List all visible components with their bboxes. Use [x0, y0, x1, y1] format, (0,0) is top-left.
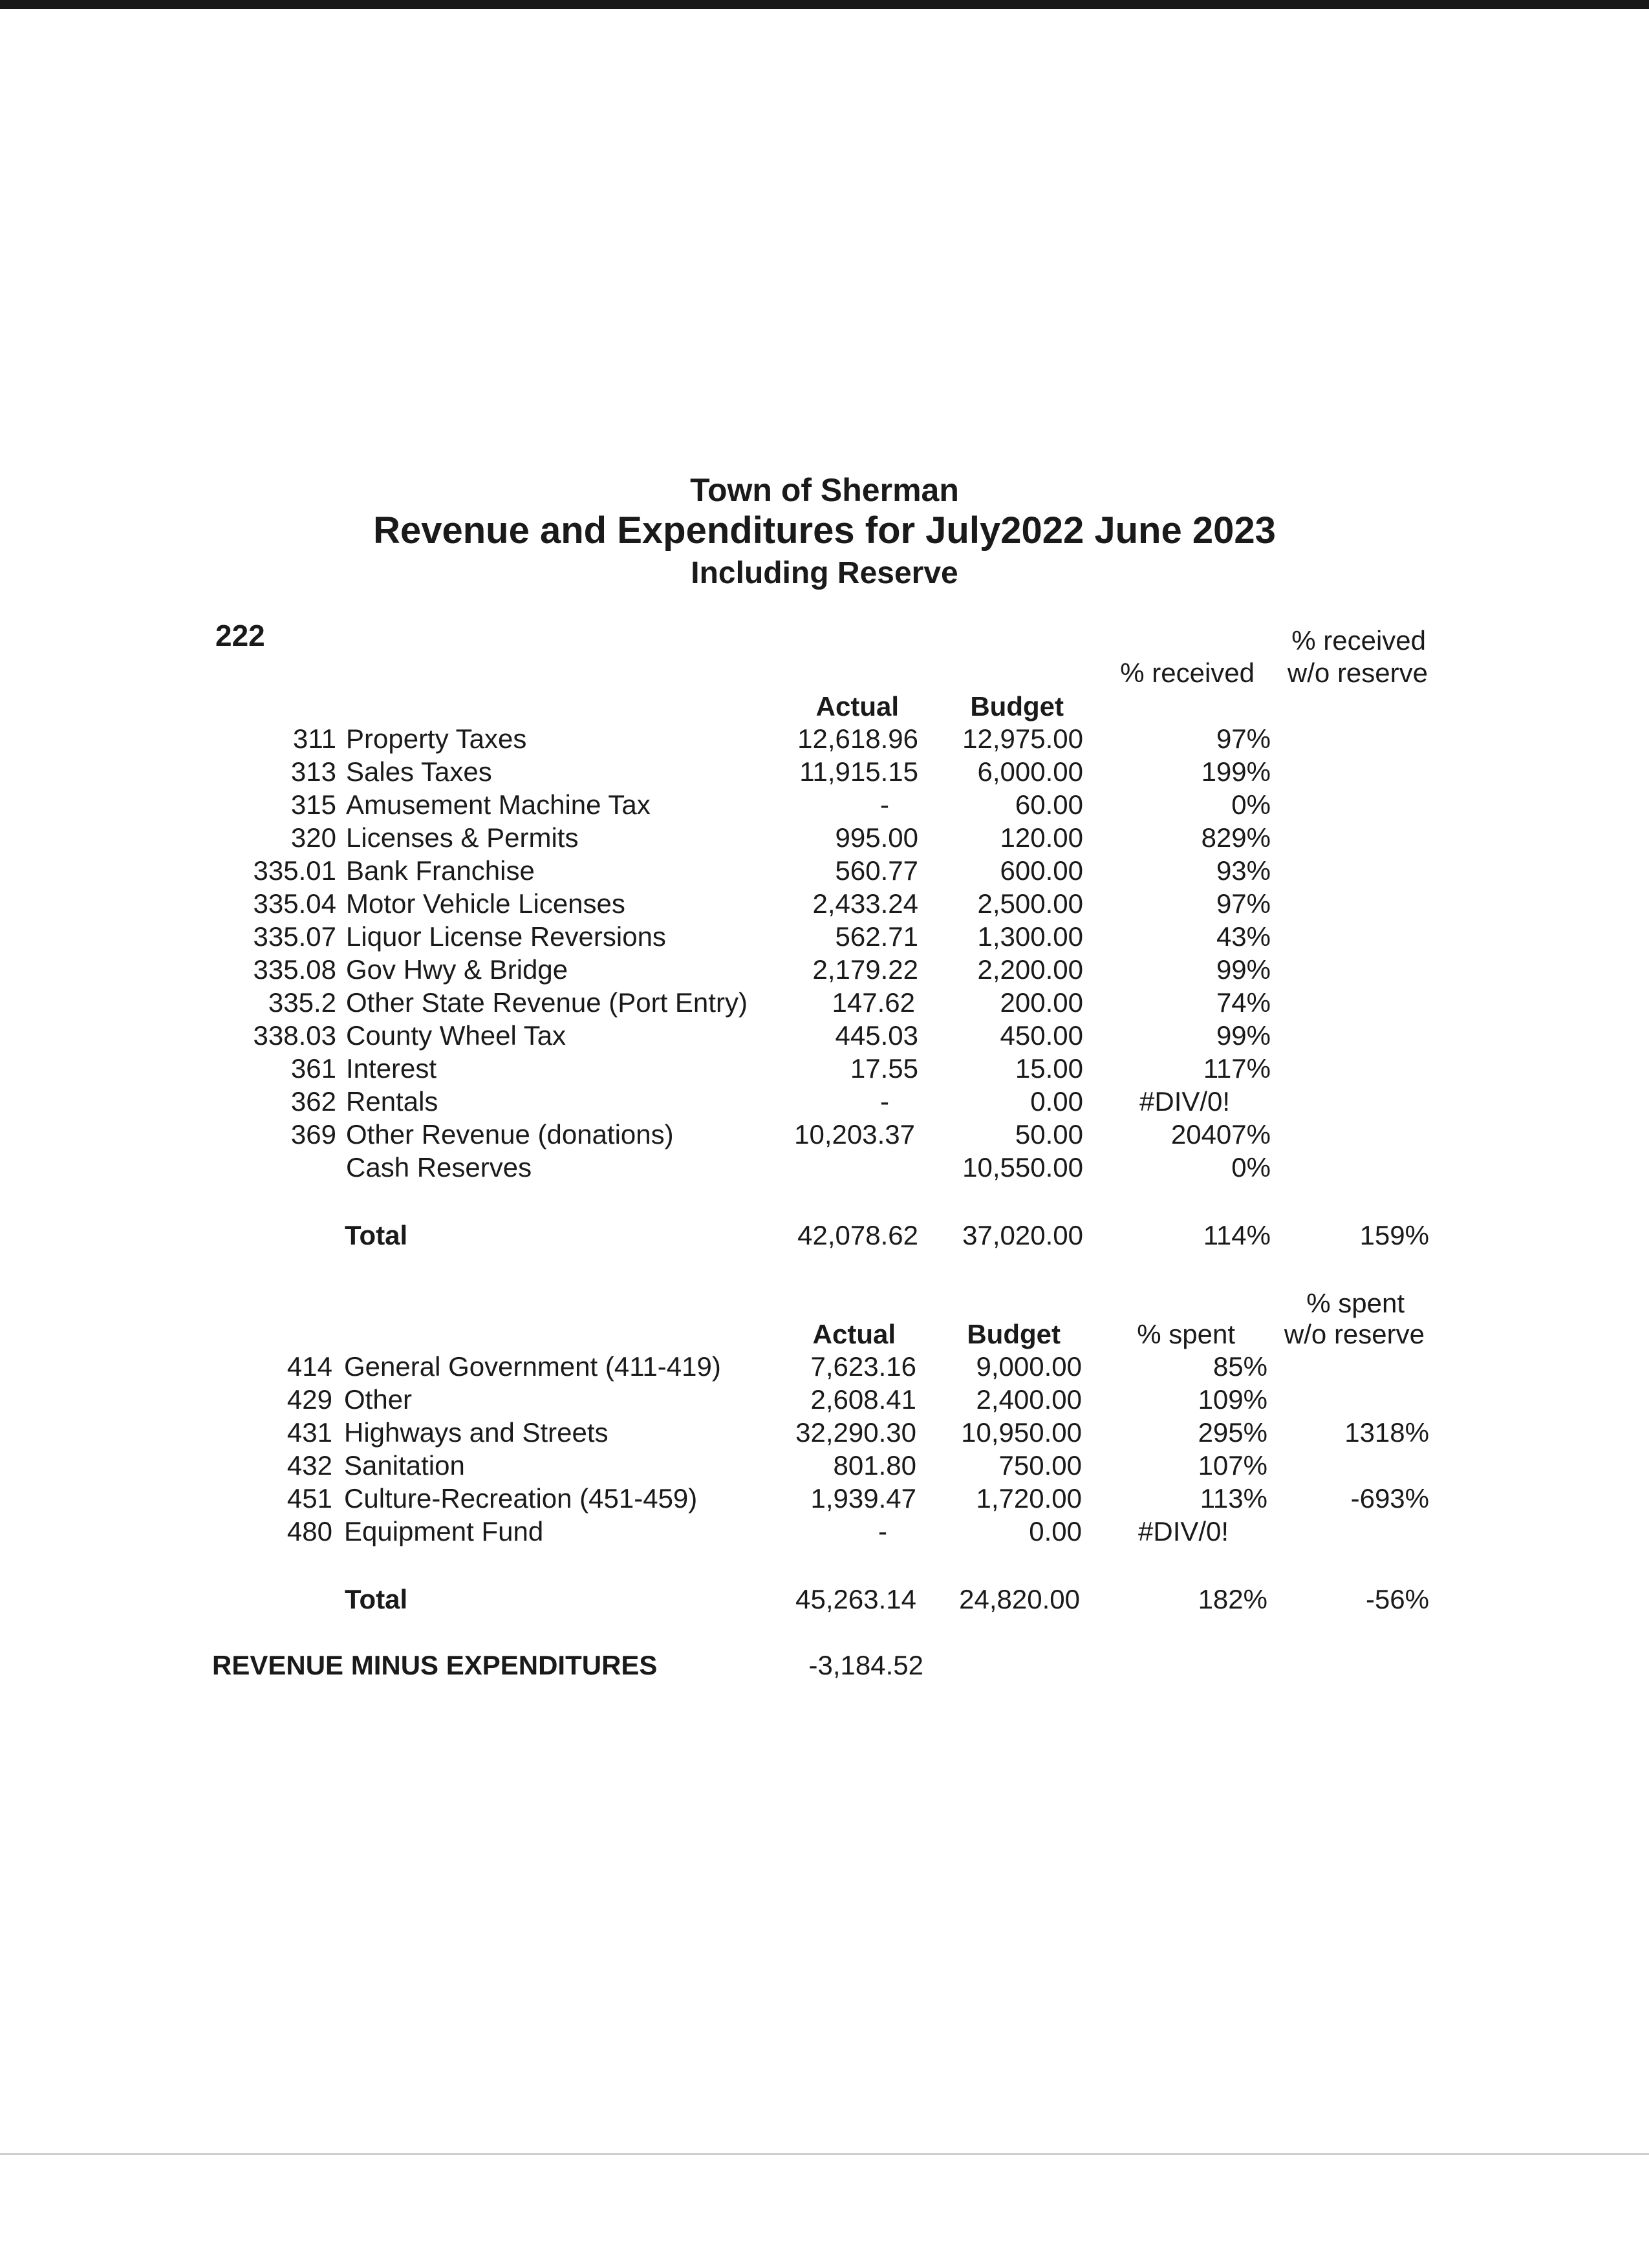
budget-value: 750.00	[998, 1450, 1082, 1481]
table-row	[0, 1055, 1649, 1089]
actual-value: 995.00	[835, 822, 918, 853]
actual-value: 1,939.47	[810, 1483, 916, 1514]
budget-value: 0.00	[1030, 1086, 1083, 1117]
total-pct-spent-wo-reserve-value: -56%	[1365, 1584, 1429, 1614]
table-row	[0, 1452, 1649, 1486]
table-row	[0, 1419, 1649, 1453]
pct-spent-wo-reserve-value: -693%	[1350, 1483, 1429, 1514]
report-subtitle: Including Reserve	[691, 556, 958, 590]
actual-value: 562.71	[835, 921, 918, 952]
pct-spent-value: 85%	[1212, 1351, 1267, 1382]
account-code: 315	[290, 789, 336, 820]
pct-spent-wo-reserve-header-line2: w/o reserve	[1284, 1319, 1425, 1349]
actual-value: 10,203.37	[794, 1119, 915, 1150]
expenditure-total-row	[0, 1586, 1649, 1620]
account-label: Liquor License Reversions	[346, 921, 666, 952]
account-code: 361	[290, 1053, 336, 1084]
pct-received-value: 829%	[1201, 822, 1271, 853]
actual-value: 2,433.24	[812, 888, 918, 919]
actual-value: 2,608.41	[810, 1384, 916, 1415]
account-code: 432	[286, 1450, 332, 1481]
actual-value: -	[878, 1516, 887, 1546]
pct-received-value: 97%	[1216, 888, 1271, 919]
account-label: Equipment Fund	[344, 1516, 544, 1546]
pct-received-value: 97%	[1216, 723, 1271, 754]
account-label: Bank Franchise	[346, 855, 535, 886]
actual-value: 801.80	[833, 1450, 916, 1481]
pct-received-value: 99%	[1216, 954, 1271, 985]
total-actual-value: 45,263.14	[795, 1584, 916, 1614]
pct-spent-value: 109%	[1198, 1384, 1267, 1415]
table-row	[0, 725, 1649, 759]
account-label: Other State Revenue (Port Entry)	[346, 987, 748, 1018]
reference-number: 222	[215, 619, 265, 652]
budget-value: 10,550.00	[962, 1152, 1083, 1182]
table-row	[0, 1154, 1649, 1188]
actual-value: -	[880, 789, 889, 820]
pct-spent-value: #DIV/0!	[1138, 1516, 1229, 1546]
total-actual-value: 42,078.62	[797, 1220, 918, 1250]
account-code: 431	[286, 1417, 332, 1448]
budget-value: 1,720.00	[976, 1483, 1082, 1514]
account-code: 335.08	[253, 954, 336, 985]
account-label: Sales Taxes	[346, 756, 492, 787]
table-row	[0, 791, 1649, 825]
total-budget-value: 37,020.00	[962, 1220, 1083, 1250]
pct-spent-wo-reserve-header-line1: % spent	[1306, 1288, 1405, 1318]
summary-row	[0, 1652, 1649, 1685]
budget-value: 15.00	[1015, 1053, 1083, 1084]
table-row	[0, 989, 1649, 1023]
account-label: County Wheel Tax	[346, 1020, 566, 1051]
account-code: 338.03	[253, 1020, 336, 1051]
account-code: 429	[286, 1384, 332, 1415]
account-code: 335.01	[253, 855, 336, 886]
budget-value: 120.00	[1000, 822, 1083, 853]
total-label: Total	[345, 1584, 408, 1614]
table-row	[0, 956, 1649, 990]
pct-spent-wo-reserve-value: 1318%	[1344, 1417, 1429, 1448]
actual-value: 12,618.96	[797, 723, 918, 754]
pct-received-value: 93%	[1216, 855, 1271, 886]
budget-value: 1,300.00	[977, 921, 1083, 952]
account-label: Sanitation	[344, 1450, 465, 1481]
pct-received-value: 20407%	[1170, 1119, 1271, 1150]
account-code: 313	[290, 756, 336, 787]
actual-value: 2,179.22	[812, 954, 918, 985]
scan-top-edge	[0, 0, 1649, 9]
account-label: Other	[344, 1384, 413, 1415]
account-code: 451	[286, 1483, 332, 1514]
budget-value: 2,500.00	[977, 888, 1083, 919]
table-row	[0, 1353, 1649, 1387]
table-row	[0, 1121, 1649, 1155]
report-title: Revenue and Expenditures for July2022 June 2023	[373, 509, 1276, 551]
account-label: Amusement Machine Tax	[346, 789, 651, 820]
account-label: Cash Reserves	[346, 1152, 532, 1182]
budget-header: Budget	[970, 691, 1064, 722]
budget-value: 9,000.00	[976, 1351, 1082, 1382]
pct-received-value: 74%	[1216, 987, 1271, 1018]
total-pct-wo-reserve-value: 159%	[1359, 1220, 1429, 1250]
total-pct-received-value: 114%	[1203, 1220, 1271, 1250]
total-label: Total	[345, 1220, 408, 1250]
account-label: General Government (411-419)	[344, 1351, 721, 1382]
actual-value: 147.62	[832, 987, 915, 1018]
account-label: Property Taxes	[346, 723, 527, 754]
budget-value: 2,400.00	[976, 1384, 1082, 1415]
actual-value: 11,915.15	[799, 756, 918, 787]
table-row	[0, 1485, 1649, 1519]
pct-spent-header: % spent	[1137, 1319, 1235, 1349]
table-row	[0, 890, 1649, 924]
actual-value: 445.03	[835, 1020, 918, 1051]
account-label: Rentals	[346, 1086, 438, 1117]
account-label: Motor Vehicle Licenses	[346, 888, 625, 919]
town-name: Town of Sherman	[690, 472, 959, 508]
actual-value: 32,290.30	[795, 1417, 916, 1448]
actual-header: Actual	[812, 1319, 896, 1349]
pct-received-header: % received	[1120, 658, 1255, 688]
account-code: 335.07	[253, 921, 336, 952]
budget-value: 12,975.00	[962, 723, 1083, 754]
budget-value: 50.00	[1015, 1119, 1083, 1150]
actual-header: Actual	[815, 691, 899, 722]
table-row	[0, 1518, 1649, 1552]
scan-bottom-edge	[0, 2153, 1649, 2155]
total-pct-spent-value: 182%	[1198, 1584, 1267, 1614]
pct-received-value: 117%	[1203, 1053, 1271, 1084]
budget-value: 450.00	[1000, 1020, 1083, 1051]
pct-wo-reserve-header-line2: w/o reserve	[1287, 658, 1428, 688]
budget-value: 0.00	[1029, 1516, 1082, 1546]
budget-value: 200.00	[1000, 987, 1083, 1018]
pct-received-value: 99%	[1216, 1020, 1271, 1051]
account-code: 369	[290, 1119, 336, 1150]
budget-value: 6,000.00	[977, 756, 1083, 787]
summary-value: -3,184.52	[808, 1650, 923, 1680]
account-label: Other Revenue (donations)	[346, 1119, 674, 1150]
account-code: 311	[293, 723, 336, 754]
account-label: Culture-Recreation (451-459)	[344, 1483, 698, 1514]
account-label: Highways and Streets	[344, 1417, 609, 1448]
budget-value: 10,950.00	[961, 1417, 1082, 1448]
table-row	[0, 1022, 1649, 1056]
pct-received-value: 0%	[1231, 1152, 1271, 1182]
budget-header: Budget	[967, 1319, 1061, 1349]
pct-received-value: 199%	[1201, 756, 1271, 787]
account-label: Licenses & Permits	[346, 822, 579, 853]
account-code: 414	[286, 1351, 332, 1382]
account-label: Gov Hwy & Bridge	[346, 954, 568, 985]
actual-value: -	[880, 1086, 889, 1117]
summary-label: REVENUE MINUS EXPENDITURES	[212, 1650, 658, 1680]
pct-received-value: 43%	[1216, 921, 1271, 952]
pct-spent-value: 107%	[1198, 1450, 1267, 1481]
table-row	[0, 1386, 1649, 1420]
pct-received-value: #DIV/0!	[1139, 1086, 1231, 1117]
pct-received-value: 0%	[1231, 789, 1271, 820]
total-budget-value: 24,820.00	[959, 1584, 1080, 1614]
account-code: 335.04	[253, 888, 336, 919]
table-row	[0, 857, 1649, 891]
budget-value: 600.00	[1000, 855, 1083, 886]
actual-value: 560.77	[835, 855, 918, 886]
account-code: 362	[290, 1086, 336, 1117]
table-row	[0, 1088, 1649, 1122]
pct-spent-value: 113%	[1200, 1483, 1267, 1514]
table-row	[0, 923, 1649, 957]
account-code: 335.2	[268, 987, 336, 1018]
table-row	[0, 758, 1649, 792]
account-code: 320	[290, 822, 336, 853]
actual-value: 7,623.16	[810, 1351, 916, 1382]
pct-wo-reserve-header-line1: % received	[1291, 625, 1426, 656]
account-code: 480	[286, 1516, 332, 1546]
revenue-total-row	[0, 1222, 1649, 1256]
actual-value: 17.55	[850, 1053, 918, 1084]
budget-value: 60.00	[1015, 789, 1083, 820]
account-label: Interest	[346, 1053, 437, 1084]
table-row	[0, 824, 1649, 858]
pct-spent-value: 295%	[1198, 1417, 1267, 1448]
budget-value: 2,200.00	[977, 954, 1083, 985]
